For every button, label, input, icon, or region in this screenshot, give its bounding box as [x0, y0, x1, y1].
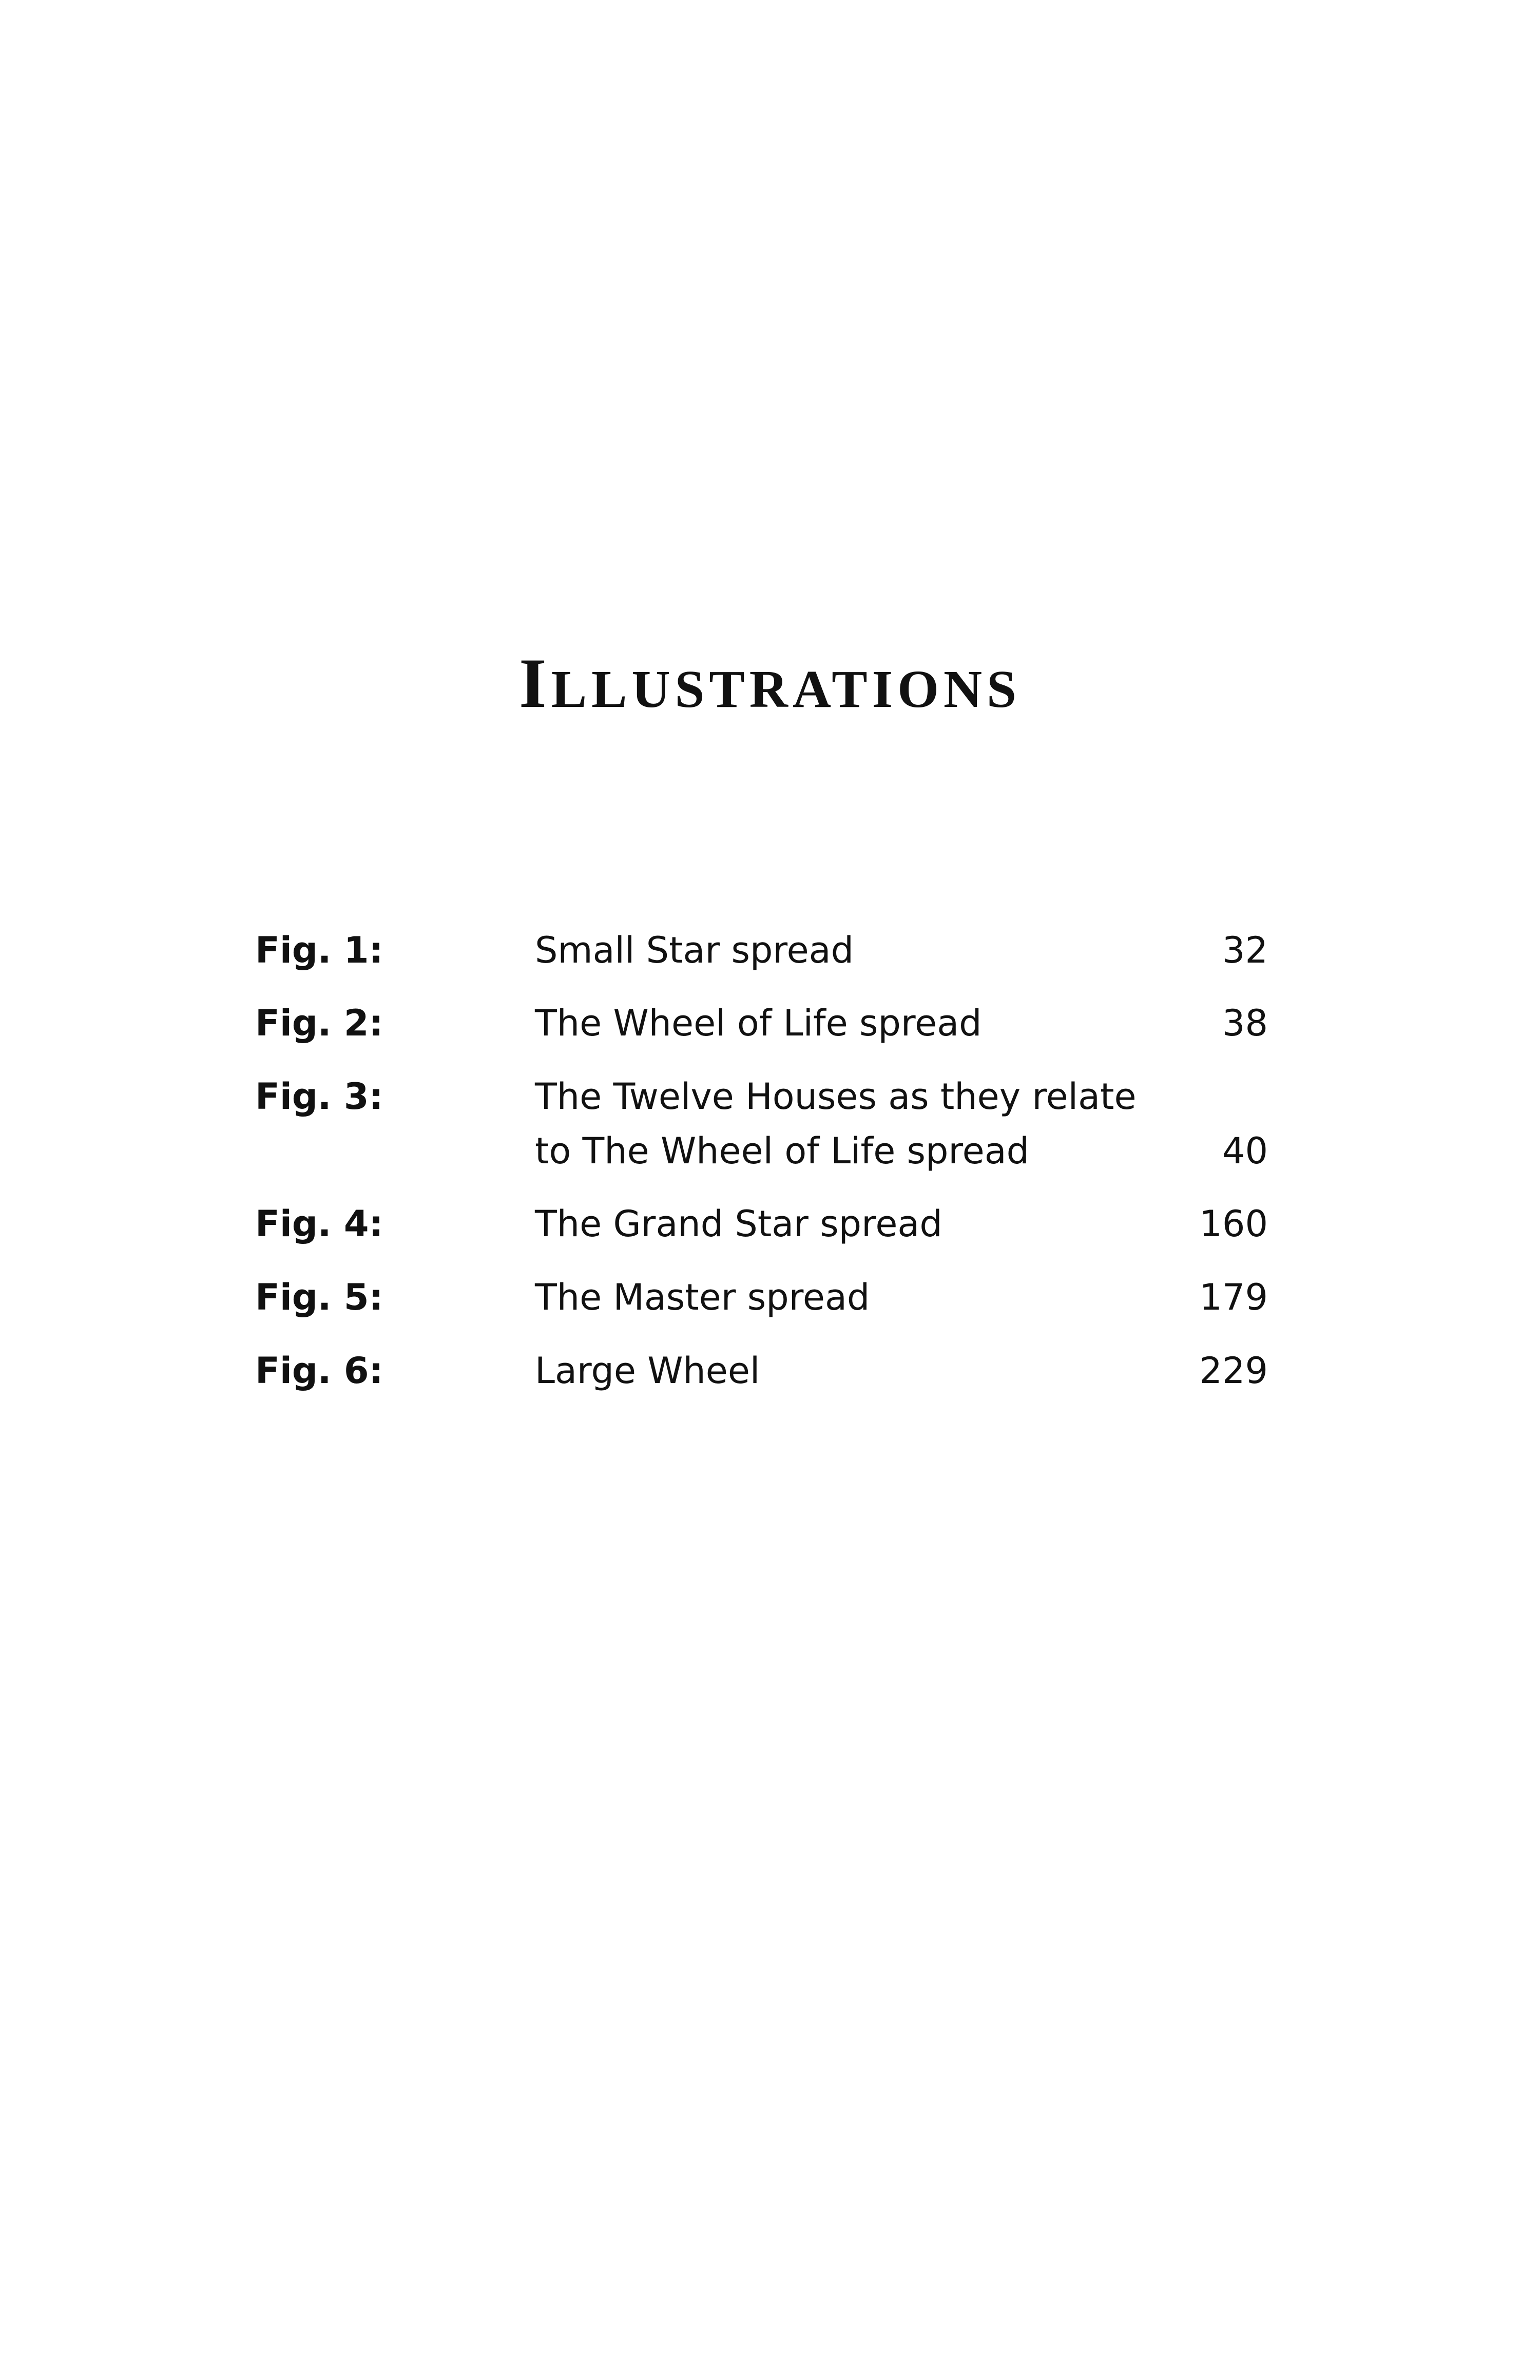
figure-caption	[535, 1343, 1202, 1398]
figure-caption-line: to The Wheel of Life spread	[535, 1130, 1030, 1172]
figure-caption-line: Large Wheel	[535, 1350, 760, 1392]
figure-page-number: 229	[1199, 1350, 1268, 1392]
figure-caption	[535, 996, 1202, 1050]
figure-label: Fig. 5:	[255, 1276, 383, 1318]
figure-page-number: 160	[1199, 1203, 1268, 1245]
page-title-rest: LLUSTRATIONS	[551, 660, 1021, 719]
figure-caption	[535, 1270, 1202, 1325]
figure-caption-line: The Twelve Houses as they relate	[535, 1076, 1137, 1118]
figure-caption	[535, 1197, 1202, 1251]
figure-caption-line: The Master spread	[535, 1276, 870, 1318]
figure-page-number: 40	[1222, 1130, 1268, 1172]
figure-label: Fig. 3:	[255, 1076, 383, 1118]
figure-label: Fig. 2:	[255, 1002, 383, 1044]
figure-page-number: 32	[1222, 929, 1268, 971]
figure-caption	[535, 1069, 1202, 1178]
page-title-initial: I	[519, 644, 551, 722]
figure-caption-line: The Grand Star spread	[535, 1203, 942, 1245]
figure-caption-line: The Wheel of Life spread	[535, 1002, 982, 1044]
figure-caption	[535, 923, 1202, 977]
figure-label: Fig. 1:	[255, 929, 383, 971]
figure-page-number: 38	[1222, 1002, 1268, 1044]
figure-label: Fig. 6:	[255, 1350, 383, 1392]
figure-label: Fig. 4:	[255, 1203, 383, 1245]
figure-caption-line: Small Star spread	[535, 929, 854, 971]
figure-page-number: 179	[1199, 1276, 1268, 1318]
